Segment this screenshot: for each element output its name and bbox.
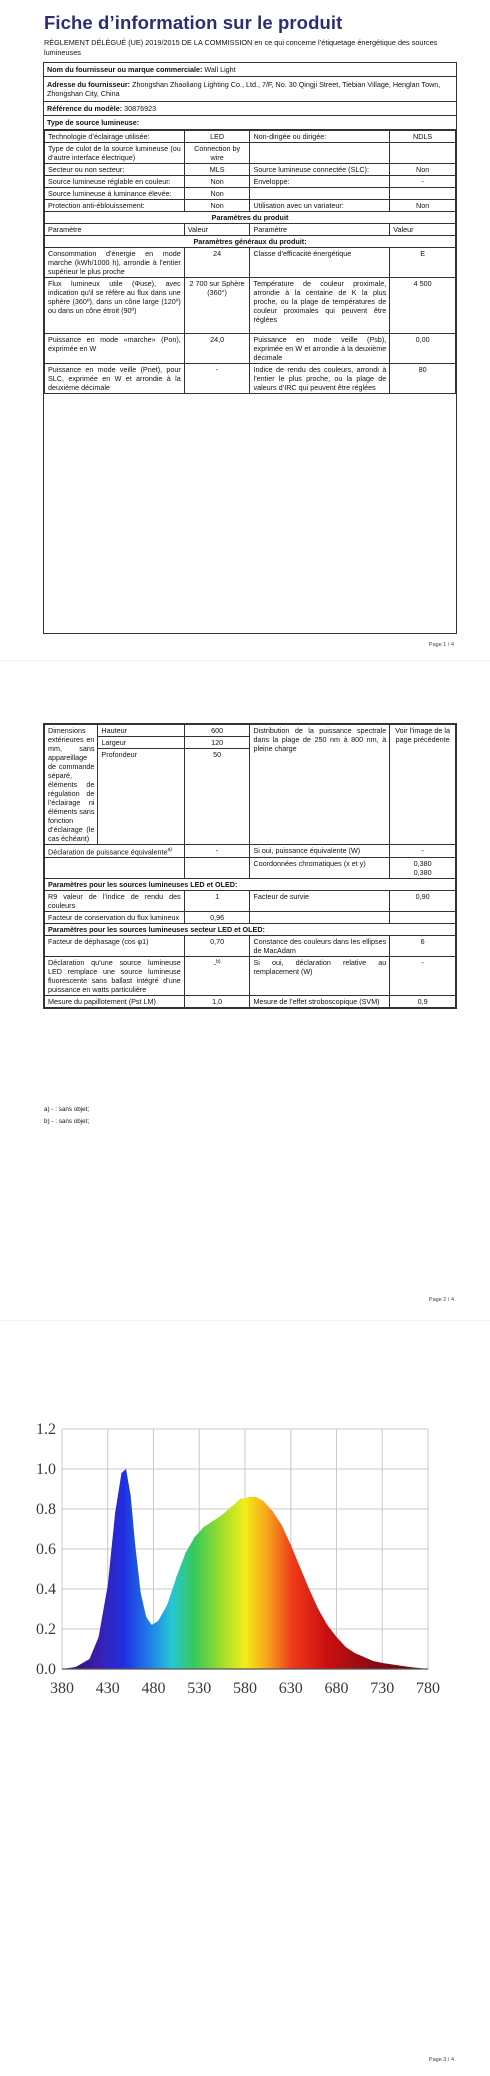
page-1: [0, 0, 490, 660]
width-value: 120: [184, 737, 250, 749]
replace-yes-value: -: [390, 957, 456, 996]
glare-label: Protection anti-éblouissement:: [45, 200, 185, 212]
flicker-row: [45, 996, 456, 1008]
y-tick-label: 1.0: [36, 1461, 56, 1478]
colour-row: [45, 176, 456, 188]
page-number-3: Page 3 / 4: [428, 2057, 454, 2063]
nondirected-label: Non-dirigée ou dirigée:: [250, 131, 390, 143]
x-tick-label: 380: [50, 1680, 74, 1697]
pf-row: [45, 936, 456, 957]
replace-label: Déclaration qu’une source lumineuse LED remplace une source lumineuse fluorescente sans ballast intégré d’une puissance en watts particulière: [45, 957, 185, 996]
y-tick-label: 0.6: [36, 1541, 56, 1558]
dimmable-value: Non: [390, 200, 456, 212]
spectrum-point: [61, 1668, 62, 1669]
spectrum-point: [249, 1496, 250, 1497]
spectrum-point: [281, 1524, 282, 1525]
eqpower-yes-label: Si oui, puissance équivalente (W): [250, 845, 390, 858]
psb-value: 0,00: [390, 334, 456, 364]
r9-row: [45, 891, 456, 912]
spectrum-chart-svg: [28, 1421, 448, 1721]
product-info-table: [43, 62, 457, 634]
y-tick-label: 0.4: [36, 1581, 56, 1598]
spectrum-point: [240, 1498, 241, 1499]
spectrum-point: [290, 1544, 291, 1545]
efficiency-class-value: E: [390, 248, 456, 278]
r9-value: 1: [184, 891, 250, 912]
mains-section-heading: Paramètres pour les sources lumineuses secteur LED et OLED:: [45, 924, 456, 936]
x-tick-label: 780: [416, 1680, 440, 1697]
page-3: [0, 1320, 490, 2076]
colour-value: Non: [184, 176, 250, 188]
eqpower-value: -: [184, 845, 250, 858]
survival-value: 0,90: [390, 891, 456, 912]
page-2: [0, 660, 490, 1320]
flux-row: [45, 278, 456, 334]
spectrum-point: [309, 1588, 310, 1589]
spectrum-point: [158, 1620, 159, 1621]
spectrum-point: [194, 1536, 195, 1537]
model-value: 30876923: [124, 104, 157, 113]
spectrum-point: [176, 1576, 177, 1577]
high-luminance-row: [45, 188, 456, 200]
spectrum-point: [363, 1656, 364, 1657]
svm-value: 0,9: [390, 996, 456, 1008]
pst-label: Mesure du papillotement (Pst LM): [45, 996, 185, 1008]
cri-value: 80: [390, 364, 456, 394]
eqpower-row: [45, 845, 456, 858]
height-value: 600: [184, 725, 250, 737]
supplier-address-row: [44, 77, 456, 102]
cap-value: Connection by wire: [184, 143, 250, 164]
chroma-x-value: 0,380: [413, 859, 432, 869]
chroma-row: [45, 858, 456, 879]
spectrum-point: [89, 1658, 90, 1659]
lumen-row: [45, 912, 456, 924]
spectrum-point: [373, 1660, 374, 1661]
x-tick-label: 530: [187, 1680, 212, 1697]
chroma-label: Coordonnées chromatiques (x et y): [250, 858, 390, 879]
model-label: Référence du modèle:: [47, 104, 123, 113]
spectrum-point: [336, 1636, 337, 1637]
glare-row: [45, 200, 456, 212]
energy-value: 24: [184, 248, 250, 278]
col-value-1: Valeur: [184, 224, 250, 236]
tech-label: Technologie d’éclairage utilisée:: [45, 131, 185, 143]
spectrum-point: [255, 1496, 256, 1497]
spectrum-point: [130, 1494, 131, 1495]
mains-value: MLS: [184, 164, 250, 176]
lumen-value: 0,96: [184, 912, 250, 924]
tech-row: [45, 131, 456, 143]
replace-row: [45, 957, 456, 996]
depth-value: 50: [184, 749, 250, 845]
spectrum-point: [272, 1510, 273, 1511]
x-tick-label: 680: [324, 1680, 349, 1697]
spectrum-point: [395, 1664, 396, 1665]
pf-label: Facteur de déphasage (cos φ1): [45, 936, 185, 957]
psb-label: Puissance en mode veille (Psb), exprimée en W et arrondie à la deuxième décimale: [250, 334, 390, 364]
pnet-row: [45, 364, 456, 394]
continued-table: [44, 724, 456, 1008]
y-tick-label: 0.0: [36, 1661, 56, 1678]
source-type-heading: [44, 116, 456, 130]
mains-section-row: [45, 924, 456, 936]
y-tick-label: 1.2: [36, 1421, 56, 1438]
spectrum-point: [125, 1468, 126, 1469]
depth-label: Profondeur: [98, 749, 184, 845]
cap-label: Type de culot de la source lumineuse (ou d’autre interface électrique): [45, 143, 185, 164]
spectrum-point: [409, 1666, 410, 1667]
spectrum-point: [167, 1604, 168, 1605]
dims-label: Dimensions extérieures en mm, sans appareillage de commande séparé, éléments de régulation de l’éclairage ni éléments sans fonction d’éclairage (le cas échéant): [45, 725, 98, 845]
power-row: [45, 334, 456, 364]
spectrum-point: [212, 1520, 213, 1521]
r9-label: R9 valeur de l’indice de rendu des couleurs: [45, 891, 185, 912]
supplier-address-label: Adresse du fournisseur:: [47, 80, 131, 89]
height-label: Hauteur: [98, 725, 184, 737]
supplier-name-value: Wall Light: [204, 65, 236, 74]
col-param-2: Paramètre: [250, 224, 390, 236]
survival-label: Facteur de survie: [250, 891, 390, 912]
supplier-address-value: Zhongshan Zhaoliang Lighting Co., Ltd., 7/F, No. 30 Qingji Street, Tiebian Village, Henglan Town, Zhongshan City, China: [47, 80, 441, 98]
cls-label: Source lumineuse connectée (SLC):: [250, 164, 390, 176]
spectrum-point: [299, 1566, 300, 1567]
spectrum-point: [327, 1624, 328, 1625]
dims-height-row: [45, 725, 456, 737]
spectrum-point: [382, 1662, 383, 1663]
supplier-name-label: Nom du fournisseur ou marque commerciale:: [47, 65, 203, 74]
col-param-1: Paramètre: [45, 224, 185, 236]
pon-value: 24,0: [184, 334, 250, 364]
macadam-label: Constance des couleurs dans les ellipses de MacAdam: [250, 936, 390, 957]
envelope-value: -: [390, 176, 456, 188]
width-label: Largeur: [98, 737, 184, 749]
spectrum-point: [115, 1512, 116, 1513]
source-type-table: [44, 130, 456, 394]
spd-value: Voir l’image de la page précédente: [390, 725, 456, 845]
cap-row: [45, 143, 456, 164]
x-tick-label: 430: [95, 1680, 120, 1697]
efficiency-class-label: Classe d’efficacité énergétique: [250, 248, 390, 278]
product-info-table-continued: [43, 723, 457, 1009]
replace-value: -$^{b)}$: [184, 957, 250, 996]
params-heading-row: [45, 212, 456, 224]
cct-value: 4 500: [390, 278, 456, 334]
spectrum-point: [222, 1514, 223, 1515]
flux-label: Flux lumineux utile (Φuse), avec indication qu’il se réfère au flux dans une sphère (360º), dans un cône large (120º) ou dans un cône étroit (90º): [45, 278, 185, 334]
params-heading: Paramètres du produit: [45, 212, 456, 224]
spectrum-point: [345, 1646, 346, 1647]
x-tick-label: 730: [370, 1680, 395, 1697]
spectrum-point: [203, 1526, 204, 1527]
led-section-row: [45, 879, 456, 891]
spectrum-point: [121, 1472, 122, 1473]
spectrum-point: [318, 1608, 319, 1609]
general-heading-row: [45, 236, 456, 248]
pnet-value: -: [184, 364, 250, 394]
lumen-label: Facteur de conservation du flux lumineux: [45, 912, 185, 924]
envelope-label: Enveloppe:: [250, 176, 390, 188]
dimmable-label: Utilisation avec un variateur:: [250, 200, 390, 212]
params-columns-row: [45, 224, 456, 236]
y-tick-label: 0.2: [36, 1621, 56, 1638]
eqpower-yes-value: -: [390, 845, 456, 858]
nondirected-value: NDLS: [390, 131, 456, 143]
model-row: [44, 102, 456, 116]
eqpower-label: Déclaration de puissance équivalente$^{a)}$: [45, 845, 185, 858]
high-luminance-value: Non: [184, 188, 250, 200]
pnet-label: Puissance en mode veille (Pnet), pour SLC, exprimée en W et arrondie à la deuxième décimale: [45, 364, 185, 394]
mains-label: Secteur ou non secteur:: [45, 164, 185, 176]
spectrum-point: [135, 1544, 136, 1545]
y-tick-label: 0.8: [36, 1501, 56, 1518]
spectrum-point: [185, 1552, 186, 1553]
pst-value: 1,0: [184, 996, 250, 1008]
replace-yes-label: Si oui, déclaration relative au remplacement (W): [250, 957, 390, 996]
pf-value: 0,70: [184, 936, 250, 957]
spectrum-point: [263, 1500, 264, 1501]
spectrum-point: [354, 1652, 355, 1653]
supplier-name-row: [44, 63, 456, 77]
energy-label: Consommation d’énergie en mode marche (kWh/1000 h), arrondie à l’entier supérieur le plus proche: [45, 248, 185, 278]
spectrum-point: [75, 1666, 76, 1667]
regulation-line: RÈGLEMENT DÉLÉGUÉ (UE) 2019/2015 DE LA COMMISSION en ce qui concerne l’étiquetage énergétique des sources lumineuses: [44, 38, 438, 57]
x-tick-label: 580: [233, 1680, 257, 1697]
spectrum-point: [107, 1584, 108, 1585]
spd-label: Distribution de la puissance spectrale dans la plage de 250 nm à 800 nm, à pleine charge: [250, 725, 390, 845]
cls-value: Non: [390, 164, 456, 176]
document-title: Fiche d’information sur le produit: [44, 12, 343, 33]
footnote-b: b) - : sans objet;: [44, 1118, 90, 1125]
chroma-y-value: 0,380: [413, 868, 432, 878]
spectrum-point: [151, 1624, 152, 1625]
mains-row: [45, 164, 456, 176]
led-section-heading: Paramètres pour les sources lumineuses LED et OLED:: [45, 879, 456, 891]
cct-label: Température de couleur proximale, arrondie à la centaine de K la plus proche, ou la plage de températures de couleur proximales qui peuvent être réglées: [250, 278, 390, 334]
cri-label: Indice de rendu des couleurs, arrondi à l’entier le plus proche, ou la plage de valeurs d’IRC qui peuvent être réglées: [250, 364, 390, 394]
spectrum-point: [427, 1668, 428, 1669]
col-value-2: Valeur: [390, 224, 456, 236]
colour-label: Source lumineuse réglable en couleur:: [45, 176, 185, 188]
general-heading: Paramètres généraux du produit:: [45, 236, 456, 248]
x-tick-label: 480: [141, 1680, 166, 1697]
chroma-values: [390, 858, 456, 879]
glare-value: Non: [184, 200, 250, 212]
macadam-value: 6: [390, 936, 456, 957]
spectrum-point: [140, 1592, 141, 1593]
tech-value: LED: [184, 131, 250, 143]
source-type-label: Type de source lumineuse:: [47, 118, 140, 127]
spectrum-chart: [28, 1421, 448, 1721]
high-luminance-label: Source lumineuse à luminance élevée:: [45, 188, 185, 200]
footnote-a: a) - : sans objet;: [44, 1106, 90, 1113]
page-number-1: Page 1 / 4: [428, 642, 454, 648]
page-number-2: Page 2 / 4: [428, 1297, 454, 1303]
x-tick-label: 630: [278, 1680, 303, 1697]
spectrum-point: [98, 1636, 99, 1637]
spectrum-area: [62, 1469, 428, 1669]
spectrum-point: [146, 1616, 147, 1617]
pon-label: Puissance en mode «marche» (Pon), exprimée en W: [45, 334, 185, 364]
energy-row: [45, 248, 456, 278]
svm-label: Mesure de l’effet stroboscopique (SVM): [250, 996, 390, 1008]
flux-value: 2 700 sur Sphère (360°): [184, 278, 250, 334]
spectrum-point: [231, 1506, 232, 1507]
